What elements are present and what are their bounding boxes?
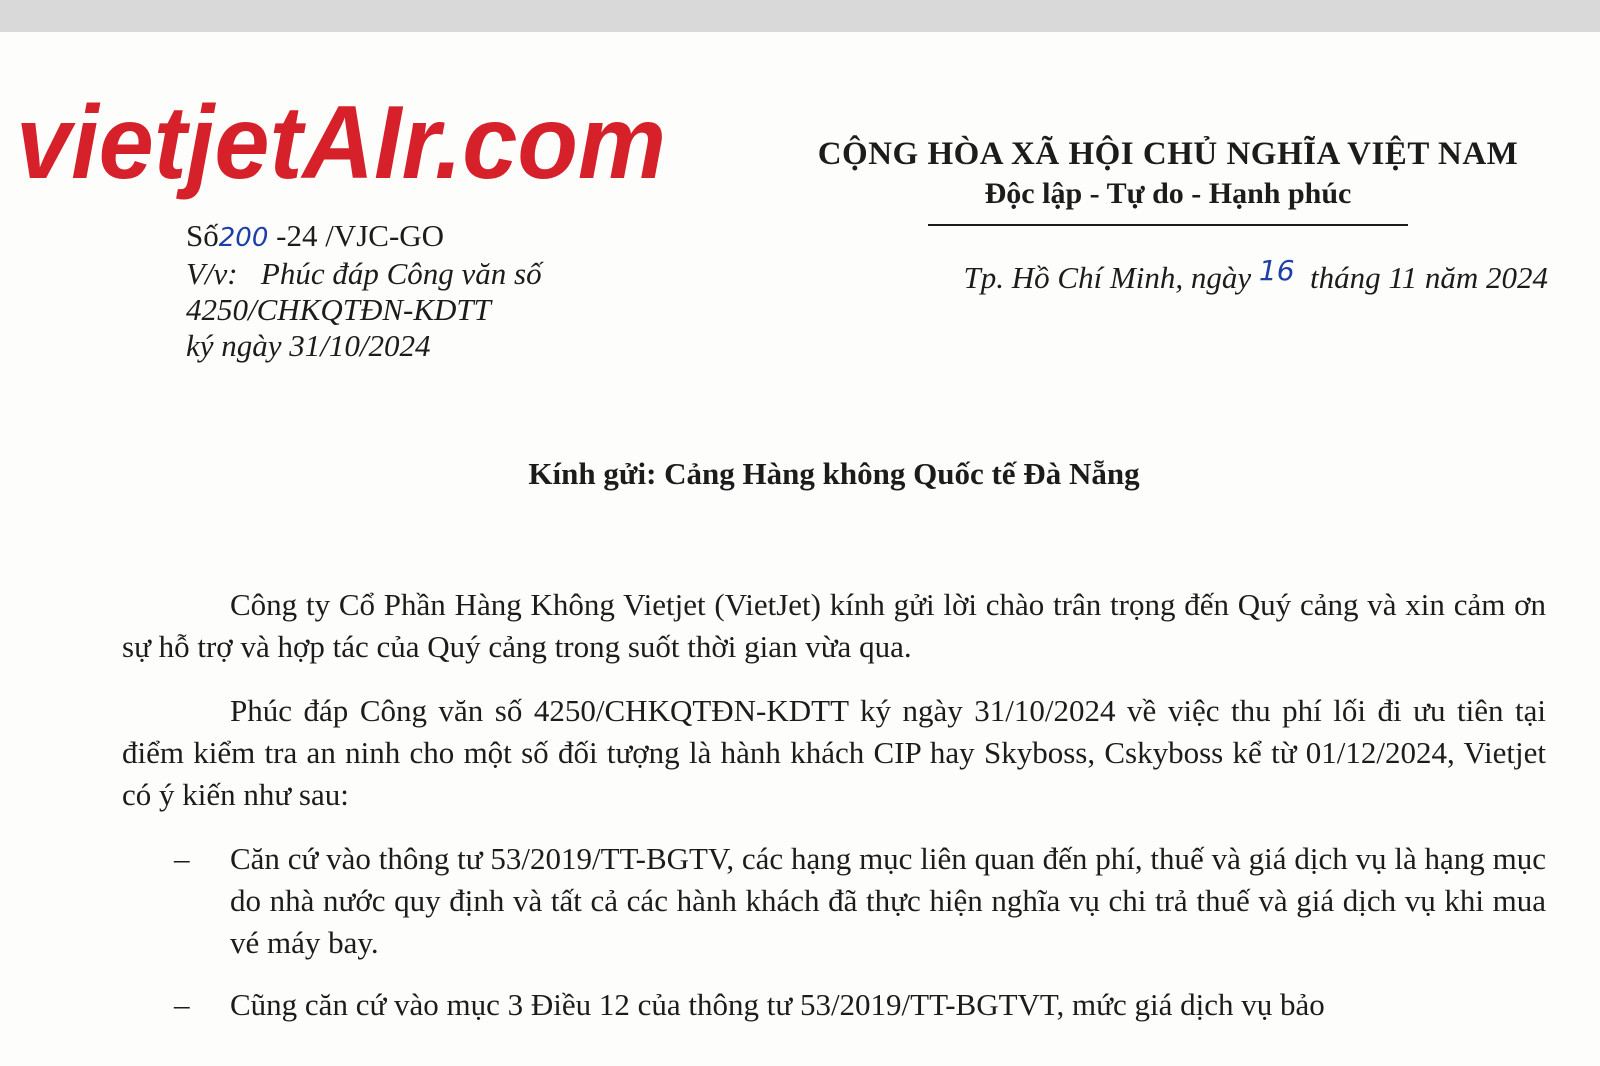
national-motto: Độc lập - Tự do - Hạnh phúc — [984, 177, 1352, 210]
national-header — [788, 134, 1548, 226]
date-line: Tp. Hồ Chí Minh, ngày 16 tháng 11 năm 2024 — [963, 254, 1548, 295]
paragraph: Phúc đáp Công văn số 4250/CHKQTĐN-KDTT ký ngày 31/10/2024 về việc thu phí lối đi ưu tiên tại điểm kiểm tra an ninh cho một số đối tượng là hành khách CIP hay Skyboss, Cskyboss kể từ 01/12/2024, Vietjet có ý kiến như sau: — [122, 693, 1546, 812]
document-reference — [186, 218, 542, 364]
paragraph: Công ty Cổ Phần Hàng Không Vietjet (VietJet) kính gửi lời chào trân trọng đến Quý cảng và xin cảm ơn sự hỗ trợ và hợp tác của Quý cảng trong suốt thời gian vừa qua. — [122, 587, 1546, 664]
bullet-dash: – — [174, 841, 190, 876]
bullet-item: – Cũng căn cứ vào mục 3 Điều 12 của thông tư 53/2019/TT-BGTVT, mức giá dịch vụ bảo — [122, 984, 1546, 1026]
bullet-item: – Căn cứ vào thông tư 53/2019/TT-BGTV, các hạng mục liên quan đến phí, thuế và giá dịch vụ là hạng mục do nhà nước quy định và tất cả các hành khách đã thực hiện nghĩa vụ chi trả thuế và giá dịch vụ khi mua vé máy bay. — [122, 838, 1546, 964]
handwritten-day: 16 — [1258, 254, 1295, 287]
subject-line-3: ký ngày 31/10/2024 — [186, 328, 431, 363]
handwritten-number: 200 — [218, 223, 269, 253]
recipient-greeting: Kính gửi: Cảng Hàng không Quốc tế Đà Nẵng — [528, 456, 1140, 491]
header-divider — [928, 224, 1408, 226]
subject-line-2: 4250/CHKQTĐN-KDTT — [186, 292, 491, 327]
letter-body — [122, 584, 1546, 1026]
vietjet-logo — [14, 78, 674, 208]
reference-number: Số200 -24 /VJC-GO — [186, 218, 445, 253]
national-title: CỘNG HÒA XÃ HỘI CHỦ NGHĨA VIỆT NAM — [817, 136, 1519, 172]
subject-line: V/v: Phúc đáp Công văn số — [186, 256, 542, 291]
bullet-dash: – — [174, 987, 190, 1022]
svg-text:vietjetAIr.com: vietjetAIr.com — [16, 85, 666, 201]
